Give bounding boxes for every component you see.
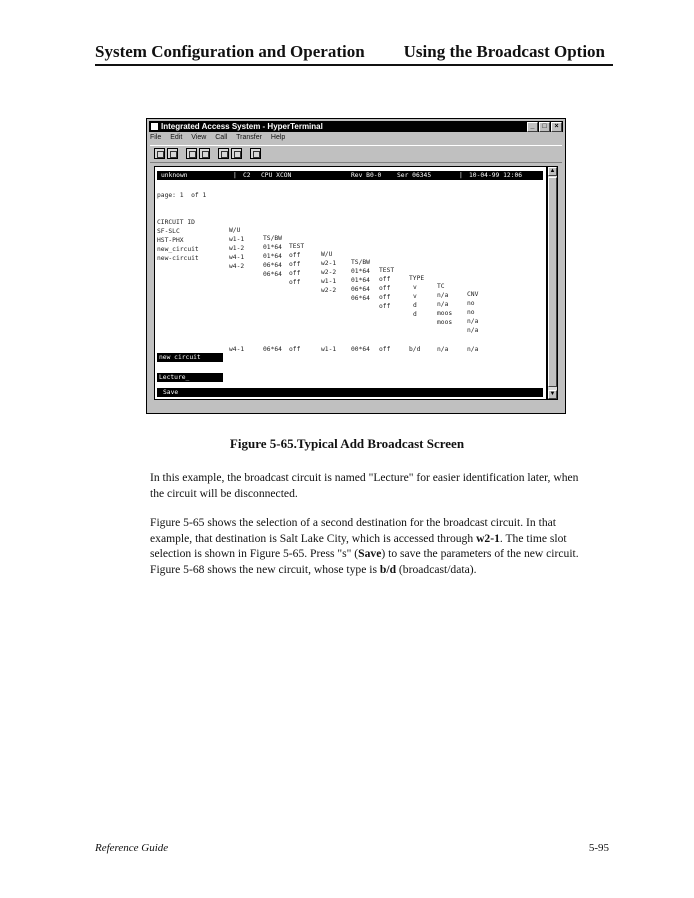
- menu-bar: [150, 133, 292, 143]
- column-header: TS/BW: [351, 259, 370, 266]
- table-cell[interactable]: w4-1: [229, 346, 245, 353]
- table-cell: 01*64: [351, 277, 370, 284]
- table-cell: off: [289, 279, 301, 286]
- table-cell: 06*64: [263, 262, 282, 269]
- text-line: Figure 5-65 shows the selection of a second destination for the broadcast circuit. In that: [150, 516, 556, 529]
- vertical-scrollbar[interactable]: [547, 166, 558, 400]
- table-cell: n/a: [467, 327, 479, 334]
- table-cell: v: [413, 293, 417, 300]
- table-cell: 01*64: [263, 253, 282, 260]
- text-span: selection is shown in Figure 5-65. Press "s" (: [150, 547, 359, 561]
- circuit-id: new-circuit: [157, 255, 199, 262]
- table-cell[interactable]: off: [379, 346, 391, 353]
- column-header: TS/BW: [263, 235, 282, 242]
- disconnect-icon[interactable]: [199, 148, 210, 159]
- menu-help[interactable]: Help: [270, 134, 286, 141]
- table-cell: w4-2: [229, 263, 245, 270]
- paragraph: [150, 470, 615, 501]
- table-cell: off: [379, 276, 391, 283]
- circuit-name-input[interactable]: Lecture_: [157, 373, 223, 382]
- column-header: TYPE: [409, 275, 425, 282]
- table-cell: n/a: [467, 318, 479, 325]
- table-cell[interactable]: w1-1: [321, 346, 337, 353]
- terminal-screen[interactable]: [154, 166, 547, 400]
- receive-icon[interactable]: [231, 148, 242, 159]
- table-cell: 06*64: [263, 271, 282, 278]
- page-header: [95, 40, 613, 66]
- column-header: W/U: [229, 227, 241, 234]
- status-module: CPU XCON: [261, 172, 292, 179]
- new-icon[interactable]: [154, 148, 165, 159]
- table-cell: w2-2: [321, 287, 337, 294]
- table-cell: 06*64: [351, 286, 370, 293]
- table-cell: w2-1: [321, 260, 337, 267]
- table-cell[interactable]: off: [289, 346, 301, 353]
- table-cell: w2-2: [321, 269, 337, 276]
- menu-call[interactable]: Call: [215, 134, 228, 141]
- section-title: System Configuration and Operation: [95, 42, 365, 61]
- table-cell: 01*64: [263, 244, 282, 251]
- text-span: ) to save the parameters of the new circuit.: [381, 547, 579, 561]
- table-cell: w1-1: [229, 236, 245, 243]
- table-cell: w4-1: [229, 254, 245, 261]
- status-card: C2: [243, 172, 251, 179]
- menu-file[interactable]: File: [150, 134, 162, 141]
- status-datetime: 10-04-99 12:06: [469, 172, 523, 179]
- table-cell: no: [467, 309, 475, 316]
- paragraph: [150, 515, 615, 577]
- table-cell: off: [289, 252, 301, 259]
- properties-icon[interactable]: [250, 148, 261, 159]
- column-header: CNV: [467, 291, 479, 298]
- menu-view[interactable]: View: [191, 134, 207, 141]
- table-cell: off: [289, 270, 301, 277]
- chapter-title: Using the Broadcast Option: [403, 42, 605, 61]
- table-cell: off: [379, 294, 391, 301]
- toolbar: [150, 145, 562, 163]
- status-name: unknown: [161, 172, 188, 179]
- connect-icon[interactable]: [186, 148, 197, 159]
- table-cell: moos: [437, 319, 453, 326]
- column-header: TC: [437, 283, 445, 290]
- table-cell[interactable]: b/d: [409, 346, 421, 353]
- text-span: . The time slot: [499, 531, 567, 545]
- column-header: CIRCUIT ID: [157, 219, 195, 226]
- menu-transfer[interactable]: Transfer: [236, 134, 262, 141]
- scroll-up-icon[interactable]: ▲: [549, 168, 556, 174]
- maximize-button[interactable]: □: [539, 122, 550, 132]
- table-cell: w1-1: [321, 278, 337, 285]
- status-serial: Ser 06345: [397, 172, 432, 179]
- table-cell: 01*64: [351, 268, 370, 275]
- close-button[interactable]: ×: [551, 122, 562, 132]
- column-header: TEST: [289, 243, 305, 250]
- text-line: [150, 562, 615, 578]
- text-line: [150, 546, 615, 562]
- hyperterminal-window: [146, 118, 566, 414]
- page-number: 5-95: [588, 842, 609, 854]
- column-header: W/U: [321, 251, 333, 258]
- app-icon: [151, 123, 158, 130]
- send-icon[interactable]: [218, 148, 229, 159]
- bold-term: b/d: [379, 562, 397, 576]
- table-cell[interactable]: 00*64: [351, 346, 370, 353]
- page-indicator: page: 1 of 1: [157, 192, 207, 199]
- circuit-id: SF-SLC: [157, 228, 180, 235]
- circuit-id: HST-PHX: [157, 237, 184, 244]
- bold-term: w2-1: [476, 531, 500, 545]
- table-cell: n/a: [437, 301, 449, 308]
- text-span: Figure 5-68 shows the new circuit, whose type is: [150, 562, 380, 576]
- figure-caption: Figure 5-65.Typical Add Broadcast Screen: [229, 436, 465, 451]
- table-cell[interactable]: 06*64: [263, 346, 282, 353]
- table-cell: v: [413, 284, 417, 291]
- scroll-thumb[interactable]: [548, 177, 557, 387]
- scroll-down-icon[interactable]: ▼: [549, 391, 556, 397]
- text-span: example, that destination is Salt Lake City, which is accessed through: [150, 531, 477, 545]
- title-bar: [149, 121, 563, 132]
- column-header: TEST: [379, 267, 395, 274]
- status-rev: Rev B0-0: [351, 172, 382, 179]
- save-command[interactable]: Save: [163, 389, 179, 396]
- open-icon[interactable]: [167, 148, 178, 159]
- table-cell: off: [379, 285, 391, 292]
- table-cell: off: [379, 303, 391, 310]
- table-cell: no: [467, 300, 475, 307]
- text-span: (broadcast/data).: [396, 562, 477, 576]
- table-cell[interactable]: n/a: [467, 346, 479, 353]
- table-cell: d: [413, 302, 417, 309]
- table-cell: moos: [437, 310, 453, 317]
- text-line: In this example, the broadcast circuit is named "Lecture" for easier identification later, when: [150, 471, 579, 484]
- terminal-status-bar: [157, 171, 543, 180]
- status-separator: |: [233, 172, 237, 179]
- text-line: [150, 531, 615, 547]
- table-cell: off: [289, 261, 301, 268]
- table-cell: n/a: [437, 292, 449, 299]
- status-separator: |: [459, 172, 463, 179]
- command-bar: [157, 388, 543, 397]
- table-cell: d: [413, 311, 417, 318]
- bold-term: Save: [358, 547, 382, 561]
- minimize-button[interactable]: _: [527, 122, 538, 132]
- window-controls: [526, 122, 562, 131]
- edit-row[interactable]: [157, 345, 542, 361]
- table-cell[interactable]: n/a: [437, 346, 449, 353]
- circuit-id-field[interactable]: new circuit: [157, 353, 223, 362]
- table-cell: w1-2: [229, 245, 245, 252]
- window-title: Integrated Access System - HyperTerminal: [161, 122, 323, 131]
- menu-edit[interactable]: Edit: [170, 134, 183, 141]
- circuit-id: new_circuit: [157, 246, 199, 253]
- table-cell: 06*64: [351, 295, 370, 302]
- text-line: the circuit will be disconnected.: [150, 486, 298, 500]
- footer-doc-name: Reference Guide: [95, 842, 169, 854]
